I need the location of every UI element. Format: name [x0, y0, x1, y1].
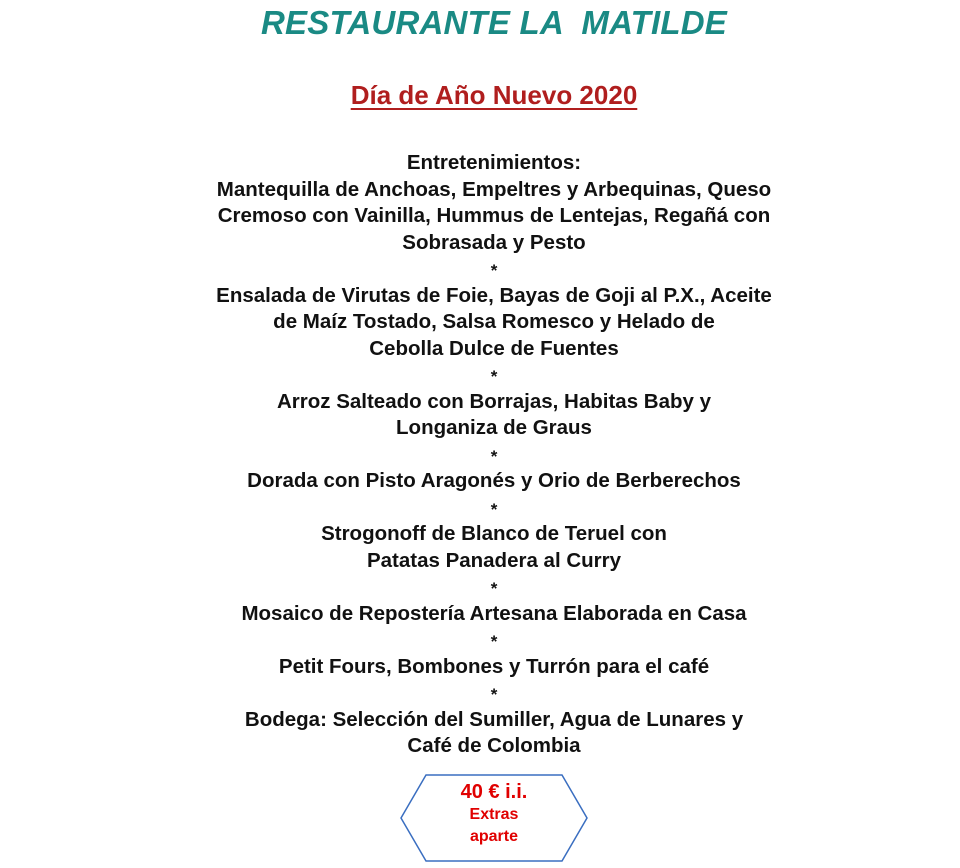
- menu-line: Mosaico de Repostería Artesana Elaborada en Casa: [241, 601, 747, 625]
- course-separator: *: [490, 367, 498, 386]
- menu-line: Arroz Salteado con Borrajas, Habitas Baby y: [276, 389, 712, 413]
- menu-line: Dorada con Pisto Aragonés y Orio de Berberechos: [247, 469, 741, 492]
- course-separator: *: [490, 261, 498, 280]
- price-note-line2: aparte: [469, 828, 519, 845]
- menu-line: Mantequilla de Anchoas, Empeltres y Arbequinas, Queso: [216, 177, 772, 201]
- restaurant-title: RESTAURANTE LA MATILDE: [261, 4, 727, 41]
- menu-line: Longaniza de Graus: [396, 416, 592, 439]
- course-separator: *: [490, 499, 498, 519]
- price-note-line1: Extras: [469, 806, 519, 823]
- menu-line: Bodega: Selección del Sumiller, Agua de Lunares y: [244, 707, 744, 731]
- menu-date-heading: Día de Año Nuevo 2020: [350, 80, 638, 110]
- menu-line: Sobrasada y Pesto: [402, 230, 586, 254]
- menu-line: Ensalada de Virutas de Foie, Bayas de Goji al P.X., Aceite: [216, 283, 772, 307]
- menu-line: Café de Colombia: [407, 734, 581, 757]
- course-separator: *: [490, 446, 498, 466]
- course-separator: *: [490, 579, 498, 598]
- menu-line: Entretenimientos:: [406, 151, 582, 174]
- menu-list: [0, 150, 960, 760]
- price-amount: 40 € i.i.: [460, 781, 528, 803]
- course-separator: *: [490, 685, 498, 704]
- price-badge: [400, 774, 588, 862]
- menu-line: Strogonoff de Blanco de Teruel con: [321, 522, 667, 545]
- menu-line: Petit Fours, Bombones y Turrón para el café: [278, 654, 710, 678]
- menu-line: Cebolla Dulce de Fuentes: [369, 336, 619, 360]
- menu-line: de Maíz Tostado, Salsa Romesco y Helado de: [273, 310, 715, 333]
- menu-line: Patatas Panadera al Curry: [366, 548, 622, 572]
- menu-line: Cremoso con Vainilla, Hummus de Lentejas, Regañá con: [217, 204, 771, 227]
- course-separator: *: [490, 632, 498, 651]
